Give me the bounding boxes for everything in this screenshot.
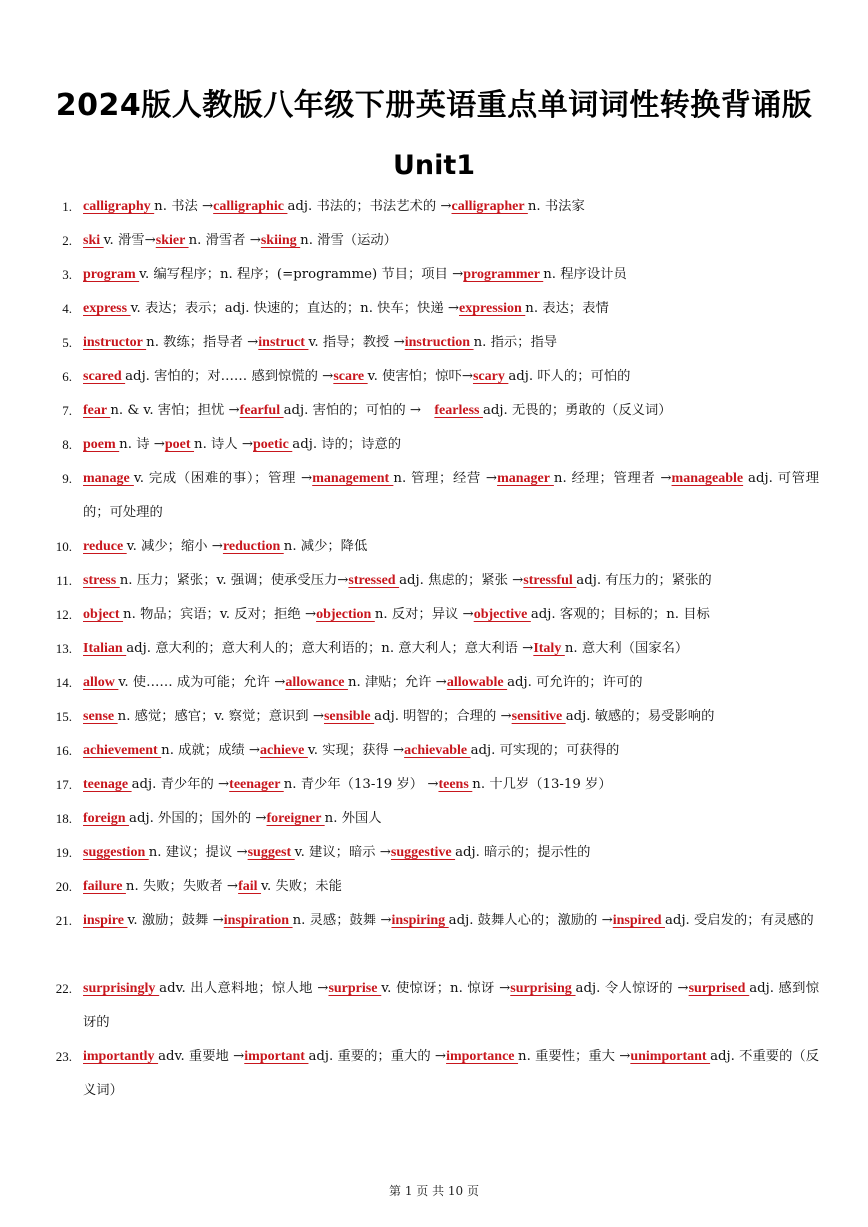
definition-text: n. 诗人 → (194, 437, 254, 452)
vocab-word: stressful (523, 573, 577, 588)
vocab-word: suggest (247, 845, 295, 860)
entry-text (83, 734, 819, 768)
vocab-word: surprising (510, 981, 576, 996)
entry-number: 7. (62, 403, 72, 418)
definition-text: n. 经理；管理者 → (553, 471, 672, 486)
definition-text: n. 减少；降低 (283, 539, 368, 554)
definition-text: v. 使害怕；惊吓→ (367, 369, 473, 384)
vocab-word: calligraphic (213, 199, 288, 214)
vocab-word: important (244, 1049, 309, 1064)
entry-number: 20. (55, 879, 72, 894)
entry-text (83, 190, 819, 224)
vocab-word: surprised (688, 981, 750, 996)
entry-text (83, 530, 819, 564)
definition-text: v. 滑雪→ (103, 233, 156, 248)
entry-text (83, 292, 819, 326)
definition-text: n. 反对；异议 → (374, 607, 474, 622)
vocab-word: skiing (260, 233, 301, 248)
definition-text: n. 滑雪者 → (188, 233, 261, 248)
entry-number: 21. (55, 913, 72, 928)
entry-number: 13. (55, 641, 72, 656)
page-title: 2024版人教版八年级下册英语重点单词词性转换背诵版 (55, 88, 813, 123)
entry-number: 16. (55, 743, 72, 758)
definition-text: adj. 意大利的；意大利人的；意大利语的；n. 意大利人；意大利语 → (126, 641, 534, 656)
entry-text (83, 870, 819, 904)
entry-number: 10. (55, 539, 72, 554)
vocab-word: objective (473, 607, 531, 622)
vocab-word: object (83, 607, 124, 622)
definition-text: n. 滑雪（运动） (300, 233, 397, 248)
definition-text: adj. 害怕的；对…… 感到惊慌的 → (125, 369, 334, 384)
entry-text (83, 904, 819, 938)
entry-text (83, 360, 819, 394)
definition-text: n. 失败；失败者 → (125, 879, 239, 894)
vocab-word: allowance (285, 675, 348, 690)
vocab-word: achievable (404, 743, 471, 758)
vocab-word: reduction (222, 539, 284, 554)
vocab-word: importantly (83, 1049, 159, 1064)
definition-text: adj. 外国的；国外的 → (129, 811, 267, 826)
entry-text (83, 802, 819, 836)
vocab-word: programmer (463, 267, 544, 282)
definition-text: v. 激励；鼓舞 → (127, 913, 224, 928)
definition-text: adv. 出人意料地；惊人地 → (159, 981, 329, 996)
definition-text: adj. 感到惊讶的 (83, 981, 820, 1030)
unit-heading: Unit1 (392, 150, 476, 181)
definition-text: n. 表达；表情 (525, 301, 609, 316)
entry-number: 22. (55, 981, 72, 996)
entry-text (83, 258, 819, 292)
vocab-word: ski (83, 233, 104, 248)
entry-text (83, 224, 819, 258)
vocab-word: poetic (253, 437, 293, 452)
vocab-word: scared (83, 369, 126, 384)
definition-text: n. 十几岁（13-19 岁） (472, 777, 612, 792)
definition-text: n. 物品；宾语；v. 反对；拒绝 → (123, 607, 317, 622)
entry-number: 4. (62, 301, 72, 316)
vocab-word: fearful (239, 403, 284, 418)
vocab-word: foreign (83, 811, 130, 826)
definition-text: n. 灵感；鼓舞 → (292, 913, 392, 928)
definition-text: adj. 无畏的；勇敢的（反义词） (482, 403, 672, 418)
vocab-word: management (312, 471, 394, 486)
entry-text (83, 972, 819, 1040)
vocab-word: express (83, 301, 131, 316)
vocab-word: suggestive (390, 845, 456, 860)
vocab-word: allow (83, 675, 119, 690)
vocab-word: surprisingly (83, 981, 160, 996)
vocab-word: instruct (258, 335, 309, 350)
definition-text: adj. 害怕的；可怕的 → (283, 403, 435, 418)
entry-number: 14. (55, 675, 72, 690)
definition-text: v. 使惊讶；n. 惊讶 → (381, 981, 511, 996)
entry-number: 1. (62, 199, 72, 214)
vocab-word: Italy (533, 641, 565, 656)
definition-text: adj. 青少年的 → (131, 777, 230, 792)
definition-text: adj. 敏感的；易受影响的 (565, 709, 715, 724)
vocab-word: inspiring (391, 913, 449, 928)
definition-text: v. 减少；缩小 → (126, 539, 223, 554)
page-footer: 第 1 页 共 10 页 (389, 1184, 479, 1198)
vocab-word: inspiration (223, 913, 293, 928)
definition-text: n. 津贴；允许 → (347, 675, 447, 690)
entry-text (83, 326, 819, 360)
vocab-word: fail (238, 879, 262, 894)
definition-text: n. & v. 害怕；担忧 → (110, 403, 240, 418)
definition-text: adj. 吓人的；可怕的 (508, 369, 631, 384)
vocab-word: surprise (328, 981, 382, 996)
entry-number: 8. (62, 437, 72, 452)
entry-number: 19. (55, 845, 72, 860)
vocab-word: instruction (404, 335, 474, 350)
vocab-word: achievement (83, 743, 162, 758)
vocab-word: inspire (83, 913, 128, 928)
vocab-word: manageable (671, 471, 744, 486)
vocab-word: foreigner (266, 811, 325, 826)
vocab-word: program (83, 267, 140, 282)
definition-text: n. 书法家 (527, 199, 585, 214)
entry-number: 2. (62, 233, 72, 248)
vocab-word: skier (155, 233, 189, 248)
definition-text: n. 意大利（国家名） (564, 641, 689, 656)
vocab-word: poet (164, 437, 195, 452)
vocab-word: sensitive (511, 709, 566, 724)
definition-text: v. 失败；未能 (261, 879, 342, 894)
vocab-word: stress (83, 573, 120, 588)
definition-text: adj. 诗的；诗意的 (292, 437, 402, 452)
definition-text: adj. 书法的；书法艺术的 → (287, 199, 452, 214)
definition-text: n. 重要性；重大 → (518, 1049, 631, 1064)
vocab-word: teens (438, 777, 473, 792)
definition-text: adj. 可允许的；许可的 (507, 675, 643, 690)
definition-text: n. 管理；经营 → (393, 471, 498, 486)
vocab-word: scary (472, 369, 509, 384)
definition-text: adj. 受启发的；有灵感的 (665, 913, 814, 928)
definition-text: adj. 客观的；目标的；n. 目标 (530, 607, 710, 622)
definition-text: v. 建议；暗示 → (294, 845, 391, 860)
vocab-word: sense (83, 709, 118, 724)
definition-text: v. 指导；教授 → (308, 335, 405, 350)
vocab-word: suggestion (83, 845, 149, 860)
vocab-word: achieve (260, 743, 308, 758)
entry-number: 5. (62, 335, 72, 350)
vocab-word: objection (316, 607, 375, 622)
vocab-word: importance (446, 1049, 519, 1064)
definition-text: n. 压力；紧张；v. 强调；使承受压力→ (119, 573, 349, 588)
definition-text: adj. 鼓舞人心的；激励的 → (448, 913, 613, 928)
vocab-word: fearless (434, 403, 483, 418)
definition-text: n. 教练；指导者 → (146, 335, 259, 350)
entry-text (83, 598, 819, 632)
vocab-word: poem (83, 437, 120, 452)
definition-text: n. 程序设计员 (543, 267, 627, 282)
entry-number: 15. (55, 709, 72, 724)
vocab-word: expression (459, 301, 526, 316)
entry-text (83, 564, 819, 598)
entry-number: 12. (55, 607, 72, 622)
definition-text: n. 建议；提议 → (148, 845, 248, 860)
definition-text: adj. 可管理的；可处理的 (83, 471, 819, 520)
vocab-word: inspired (612, 913, 665, 928)
entry-text (83, 836, 819, 870)
vocab-word: teenage (83, 777, 132, 792)
vocab-word: calligrapher (451, 199, 528, 214)
entry-number: 18. (55, 811, 72, 826)
entry-text (83, 700, 819, 734)
definition-text: adj. 暗示的；提示性的 (455, 845, 591, 860)
vocab-word: manage (83, 471, 134, 486)
definition-text: v. 完成（困难的事）；管理 → (133, 471, 313, 486)
definition-text: adj. 可实现的；可获得的 (470, 743, 620, 758)
entry-text (83, 394, 819, 428)
definition-text: v. 使…… 成为可能；允许 → (118, 675, 286, 690)
definition-text: adj. 明智的；合理的 → (374, 709, 512, 724)
vocab-word: stressed (348, 573, 400, 588)
entry-text (83, 666, 819, 700)
definition-text: adj. 有压力的；紧张的 (576, 573, 712, 588)
definition-text: n. 青少年（13-19 岁） → (283, 777, 439, 792)
entry-text (83, 768, 819, 802)
vocab-word: instructor (83, 335, 147, 350)
vocab-word: allowable (446, 675, 508, 690)
vocab-word: teenager (229, 777, 284, 792)
vocab-word: calligraphy (83, 199, 155, 214)
entry-number: 3. (62, 267, 72, 282)
vocab-word: reduce (83, 539, 127, 554)
entry-number: 17. (55, 777, 72, 792)
definition-text: adj. 不重要的（反义词） (83, 1049, 820, 1098)
vocab-word: sensible (323, 709, 375, 724)
entry-text (83, 632, 819, 666)
entry-text (83, 462, 819, 530)
definition-text: adv. 重要地 → (158, 1049, 245, 1064)
entry-number: 6. (62, 369, 72, 384)
vocab-word: fear (83, 403, 111, 418)
definition-text: n. 指示；指导 (473, 335, 558, 350)
vocab-word: failure (83, 879, 126, 894)
definition-text: v. 编写程序；n. 程序；(=programme) 节目；项目 → (139, 267, 464, 282)
definition-text: v. 实现；获得 → (307, 743, 405, 758)
definition-text: v. 表达；表示；adj. 快速的；直达的；n. 快车；快递 → (130, 301, 460, 316)
entry-number: 11. (56, 573, 72, 588)
definition-text: adj. 焦虑的；紧张 → (399, 573, 524, 588)
vocab-word: scare (333, 369, 368, 384)
entry-text (83, 1040, 819, 1108)
definition-text: n. 外国人 (324, 811, 382, 826)
vocab-word: manager (497, 471, 554, 486)
definition-text: n. 成就；成绩 → (161, 743, 261, 758)
definition-text: adj. 重要的；重大的 → (308, 1049, 447, 1064)
definition-text: n. 书法 → (154, 199, 214, 214)
definition-text: adj. 令人惊讶的 → (575, 981, 689, 996)
entry-number: 23. (55, 1049, 72, 1064)
definition-text: n. 感觉；感官；v. 察觉；意识到 → (117, 709, 324, 724)
vocab-word: Italian (83, 641, 127, 656)
definition-text: n. 诗 → (119, 437, 165, 452)
entry-text (83, 428, 819, 462)
entry-number: 9. (62, 471, 72, 486)
vocab-word: unimportant (630, 1049, 711, 1064)
